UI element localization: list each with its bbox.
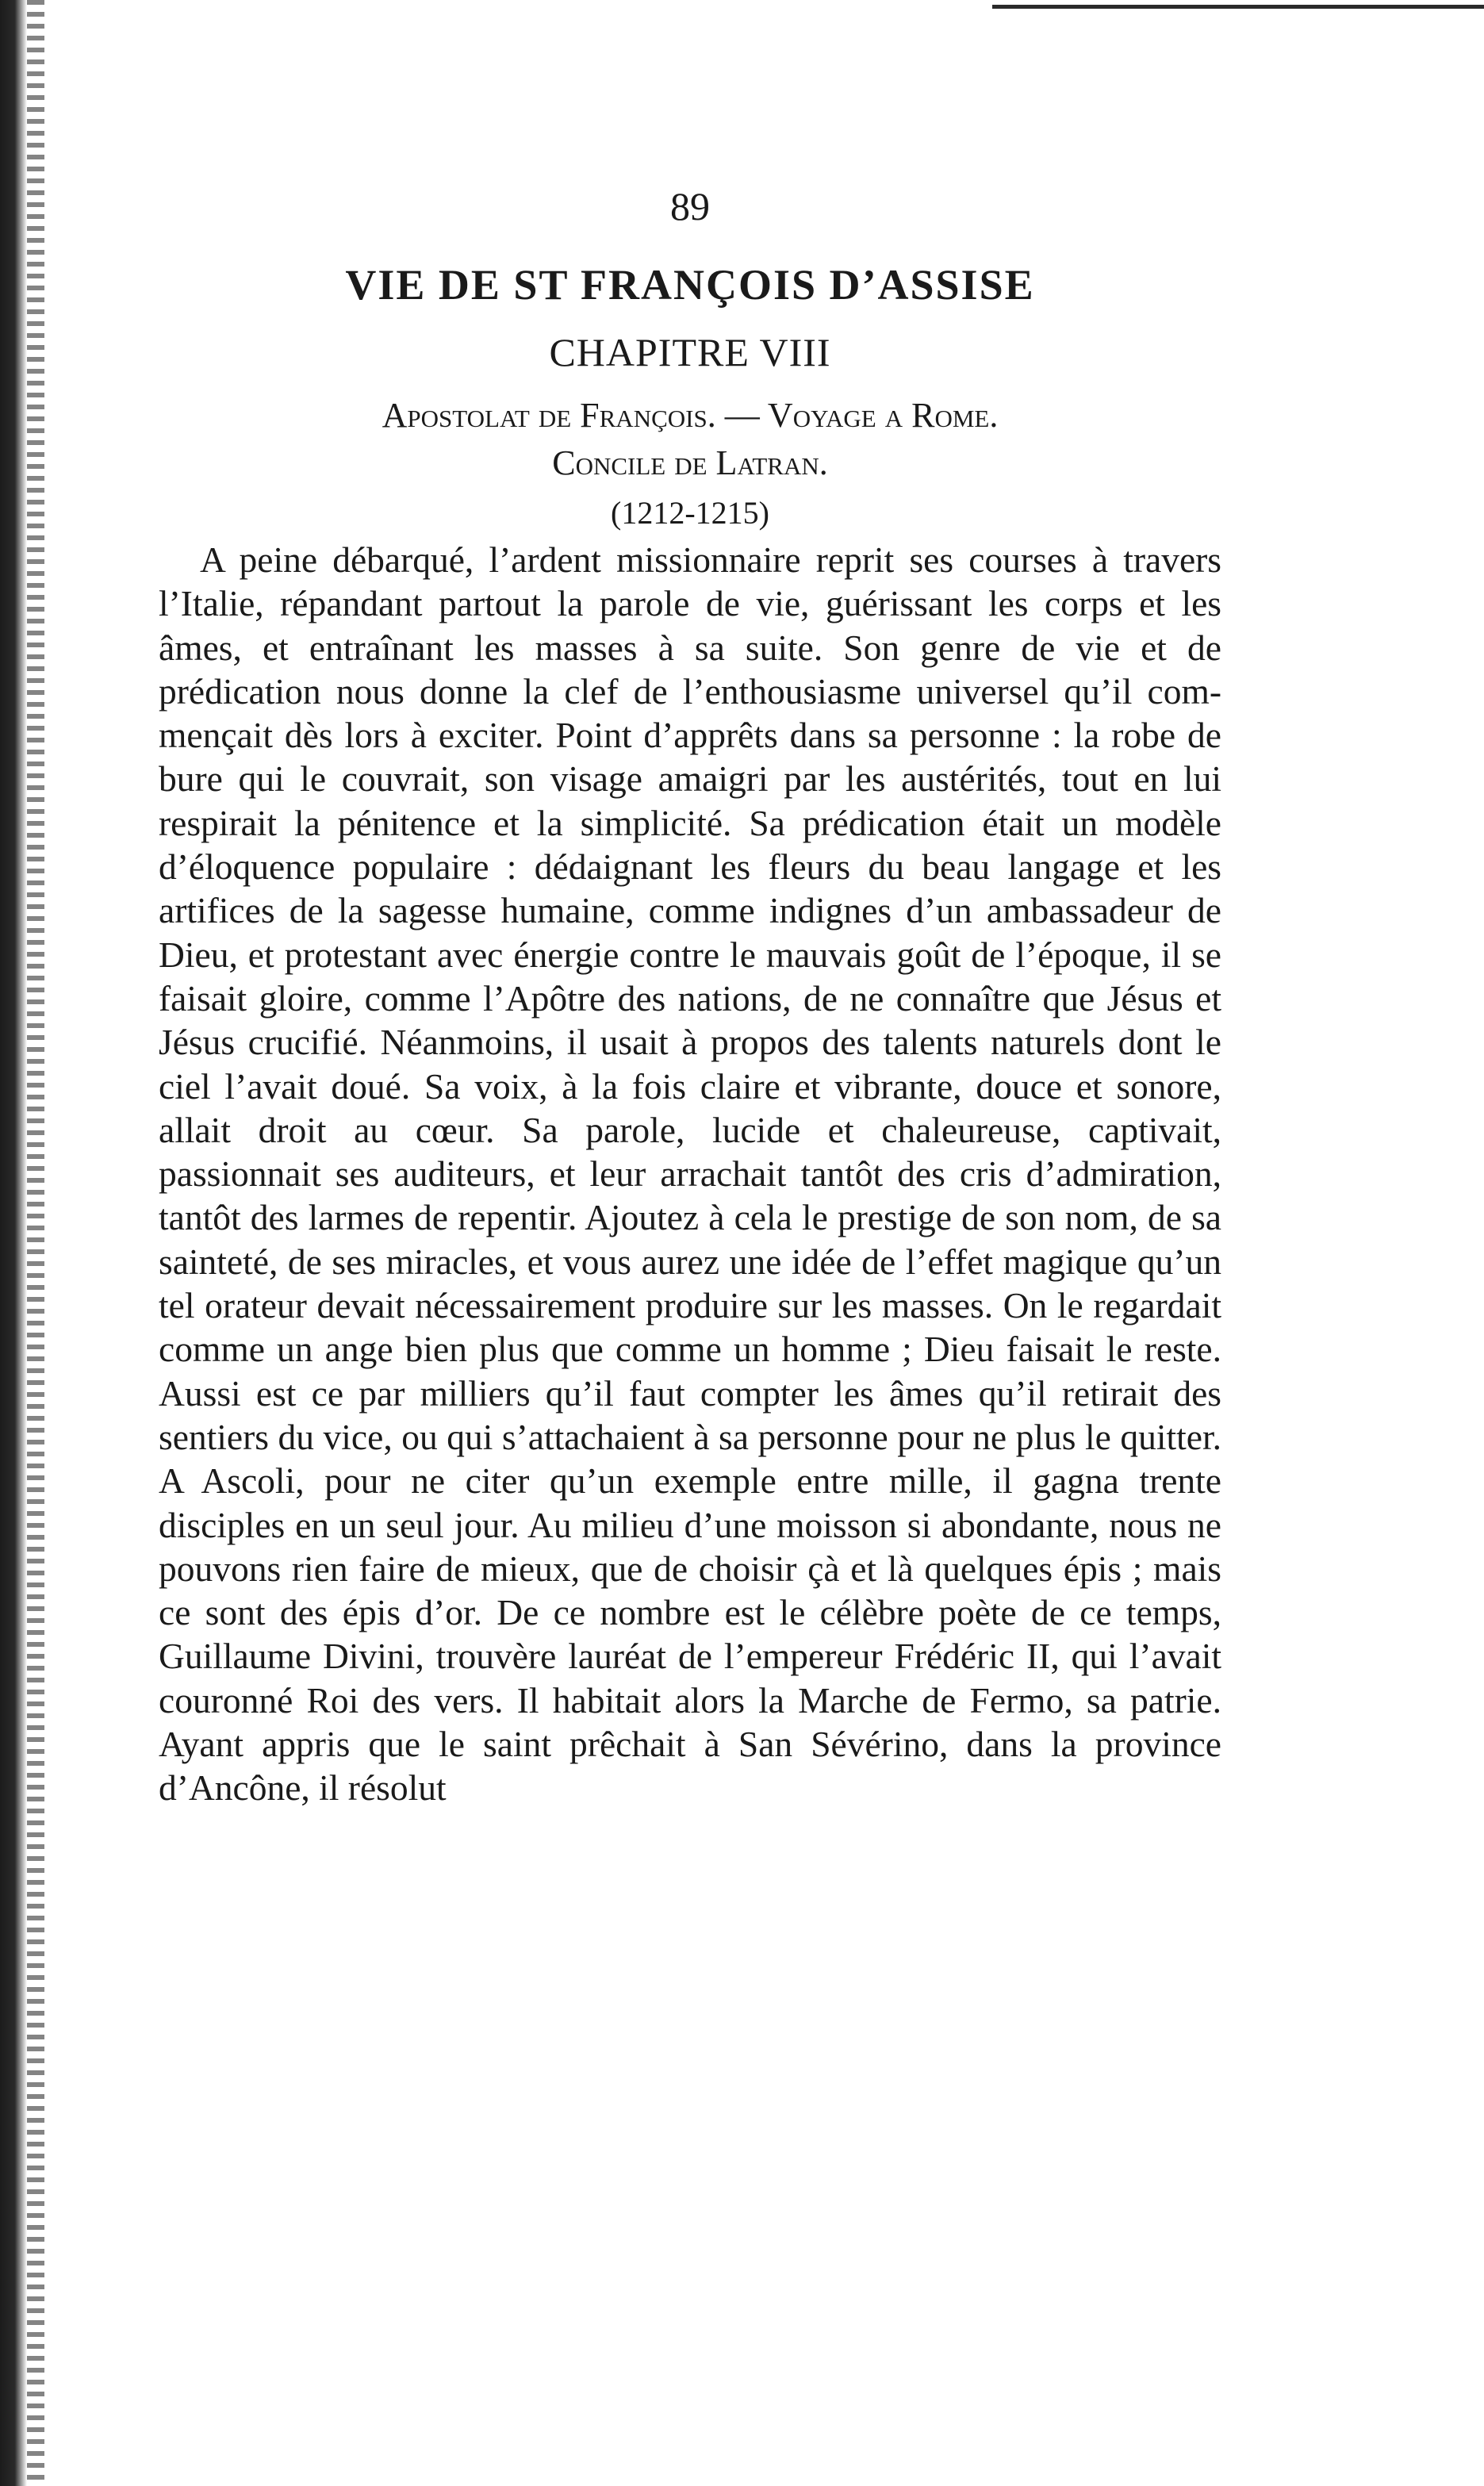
book-page xyxy=(159,182,1221,1810)
page-number: 89 xyxy=(670,184,710,228)
body-paragraph: A peine débarqué, l’ardent missionnaire reprit ses courses à travers l’Italie, répandant partout la parole de vie, guérissant les corps et les âmes, et entraînant les masses à sa suite. Son genre de vie et de prédication nous donne la clef de l’enthousiasme universel qu’il commençait dès lors à exciter. Point d’apprêts dans sa personne : la robe de bure qui le couvrait, son visage amaigri par les austérités, tout en lui respirait la pénitence et la simplicité. Sa prédication était un modèle d’éloquence populaire : dédaignant les fleurs du beau langage et les artifices de la sagesse humaine, comme indignes d’un ambassadeur de Dieu, et protestant avec énergie contre le mauvais goût de l’époque, il se faisait gloire, comme l’Apôtre des nations, de ne connaître que Jésus et Jésus crucifié. Néanmoins, il usait à propos des talents naturels dont le ciel l’avait doué. Sa voix, à la fois claire et vibrante, douce et sonore, allait droit au cœur. Sa parole, lucide et chaleureuse, captivait, passionnait ses auditeurs, et leur arrachait tantôt des cris d’admiration, tantôt des larmes de repentir. Ajoutez à cela le prestige de son nom, de sa sainteté, de ses miracles, et vous aurez une idée de l’effet magique qu’un tel orateur devait nécessairement produire sur les masses. On le regardait comme un ange bien plus que comme un homme ; Dieu faisait le reste. Aussi est ce par milliers qu’il faut compter les âmes qu’il retirait des sentiers du vice, ou qui s’attachaient à sa personne pour ne plus le quitter. A Ascoli, pour ne citer qu’un exemple entre mille, il gagna trente disciples en un seul jour. Au milieu d’une moisson si abondante, nous ne pouvons rien faire de mieux, que de choisir çà et là quelques épis ; mais ce sont des épis d’or. De ce nombre est le célèbre poète de ce temps, Guillaume Divini, trouvère lauréat de l’empereur Frédéric II, qui l’avait couronné Roi des vers. Il habitait alors la Marche de Fermo, sa patrie. Ayant appris que le saint prêchait à San Sévérino, dans la province d’Ancône, il résolut xyxy=(159,539,1221,1809)
chapter-summary-line-2: Concile de Latran. xyxy=(552,443,828,482)
chapter-dates: (1212-1215) xyxy=(611,495,769,531)
book-title: VIE DE ST FRANÇOIS D’ASSISE xyxy=(345,261,1035,309)
chapter-heading: CHAPITRE VIII xyxy=(549,330,831,374)
chapter-summary-line-1: Apostolat de François. — Voyage a Rome. xyxy=(382,396,999,435)
scan-top-edge-rule xyxy=(992,5,1484,9)
scan-border-shadow xyxy=(0,0,27,2486)
scan-border-texture xyxy=(27,0,44,2486)
